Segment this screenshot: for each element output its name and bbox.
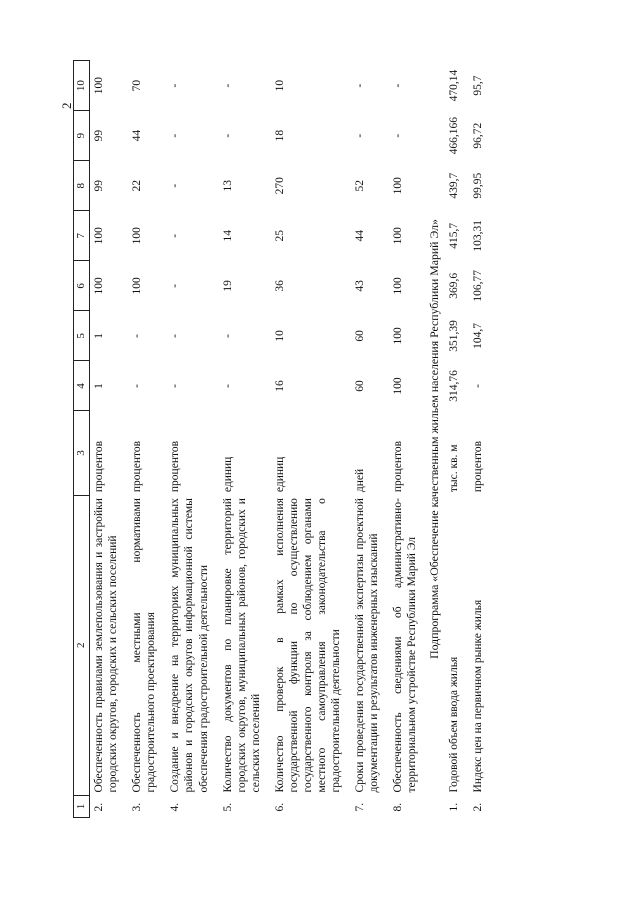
value-cell: 60 bbox=[353, 330, 366, 342]
value-cell: 314,76 bbox=[448, 370, 461, 402]
unit-cell: процентов bbox=[131, 440, 144, 493]
value-cell: - bbox=[169, 333, 182, 338]
value-cell: 43 bbox=[353, 280, 366, 292]
value-cell: 18 bbox=[273, 129, 286, 142]
indicator-name: Обеспеченность местными нормативами градостроительного проектирования bbox=[131, 498, 158, 793]
table-row bbox=[345, 61, 383, 818]
indicator-name: Индекс цен на первичном рынке жилья bbox=[472, 599, 485, 793]
value-cell: 100 bbox=[131, 227, 144, 245]
value-cell: 100 bbox=[93, 227, 106, 245]
value-cell: 100 bbox=[93, 76, 106, 95]
value-cell: - bbox=[169, 283, 182, 288]
value-cell: - bbox=[221, 83, 234, 88]
row-index: 4. bbox=[169, 802, 182, 812]
unit-cell: процентов bbox=[391, 440, 404, 493]
unit-cell: единиц bbox=[273, 456, 286, 493]
value-cell: 100 bbox=[93, 277, 106, 295]
page-number: 2 bbox=[59, 102, 74, 109]
value-cell: 99 bbox=[93, 129, 106, 142]
column-header: 9 bbox=[74, 111, 90, 161]
row-index: 2. bbox=[472, 802, 485, 812]
column-header: 8 bbox=[74, 161, 90, 211]
value-cell: 70 bbox=[131, 79, 144, 92]
row-index: 7. bbox=[353, 802, 366, 812]
value-cell: - bbox=[221, 384, 234, 388]
subprogram-title: Подпрограмма «Обеспечение качественным жильем населения Республики Марий Эл» bbox=[426, 219, 441, 659]
value-cell: 16 bbox=[273, 380, 286, 392]
value-cell: 103,31 bbox=[472, 219, 485, 252]
value-cell: 100 bbox=[391, 377, 404, 395]
unit-cell: тыс. кв. м bbox=[448, 444, 461, 493]
value-cell: 351,39 bbox=[448, 320, 461, 352]
value-cell: - bbox=[391, 133, 404, 138]
value-cell: 100 bbox=[131, 277, 144, 295]
table-row bbox=[265, 61, 345, 818]
value-cell: 415,7 bbox=[448, 222, 461, 249]
value-cell: - bbox=[221, 133, 234, 138]
value-cell: 466,166 bbox=[448, 116, 461, 155]
value-cell: 44 bbox=[131, 129, 144, 142]
value-cell: 369,6 bbox=[448, 272, 461, 299]
value-cell: 106,77 bbox=[472, 270, 485, 302]
value-cell: 439,7 bbox=[448, 172, 461, 199]
subprogram-section bbox=[421, 61, 445, 818]
table-row bbox=[383, 61, 421, 818]
column-header: 3 bbox=[74, 411, 90, 495]
column-header: 4 bbox=[74, 361, 90, 411]
value-cell: 36 bbox=[273, 280, 286, 292]
indicator-name: Сроки проведения государственной экспертизы проектной документации и результатов инженерных изысканий bbox=[353, 498, 380, 793]
value-cell: - bbox=[353, 83, 366, 88]
column-header: 10 bbox=[74, 61, 90, 111]
value-cell: 19 bbox=[221, 280, 234, 292]
indicator-name: Обеспеченность сведениями об административно-территориальном устройстве Республики Марий Эл bbox=[391, 498, 418, 793]
value-cell: - bbox=[391, 83, 404, 88]
row-index: 8. bbox=[391, 802, 404, 812]
value-cell: 1 bbox=[93, 333, 106, 339]
value-cell: - bbox=[353, 133, 366, 138]
value-cell: 96,72 bbox=[472, 122, 485, 149]
value-cell: 100 bbox=[391, 327, 404, 345]
value-cell: 25 bbox=[273, 230, 286, 242]
unit-cell: единиц bbox=[221, 456, 234, 493]
indicators-body bbox=[90, 61, 421, 818]
value-cell: 10 bbox=[273, 79, 286, 92]
indicator-name: Создание и внедрение на территориях муниципальных районов и городских округов информационной системы обеспечения градостроительной деятельности bbox=[169, 498, 210, 793]
table-row bbox=[90, 61, 123, 818]
value-cell: 60 bbox=[353, 380, 366, 392]
column-header: 6 bbox=[74, 261, 90, 311]
unit-cell: процентов bbox=[472, 440, 485, 493]
value-cell: 44 bbox=[353, 230, 366, 242]
indicator-name: Обеспеченность правилами землепользования и застройки городских округов, городских и сельских поселений bbox=[93, 498, 120, 793]
value-cell: - bbox=[169, 233, 182, 238]
value-cell: 99 bbox=[93, 179, 106, 192]
value-cell: 270 bbox=[273, 177, 286, 195]
indicator-name: Количество проверок в рамках исполнения государственной функции по осуществлению государственного контроля за соблюдением органами местного самоуправления законодательства о градостроительной деятельности bbox=[273, 498, 342, 793]
unit-cell: процентов bbox=[169, 440, 182, 493]
table-row bbox=[160, 61, 212, 818]
value-cell: - bbox=[169, 83, 182, 88]
value-cell: 14 bbox=[221, 230, 234, 242]
value-cell: - bbox=[169, 384, 182, 388]
table-row bbox=[463, 61, 487, 818]
value-cell: - bbox=[131, 333, 144, 338]
value-cell: 13 bbox=[221, 179, 234, 192]
value-cell: - bbox=[169, 183, 182, 188]
value-cell: 470,14 bbox=[448, 69, 461, 102]
subprogram-indicators-body bbox=[445, 61, 487, 818]
value-cell: - bbox=[472, 384, 485, 388]
value-cell: 1 bbox=[93, 383, 106, 389]
table-row bbox=[445, 61, 463, 818]
indicator-name: Годовой объем ввода жилья bbox=[448, 656, 461, 793]
subprogram-title-row bbox=[421, 61, 445, 818]
value-cell: 95,7 bbox=[472, 75, 485, 96]
value-cell: 10 bbox=[273, 330, 286, 342]
value-cell: - bbox=[169, 133, 182, 138]
indicator-name: Количество документов по планировке территорий городских округов, муниципальных районов, городских и сельских поселений bbox=[221, 498, 262, 793]
column-number-header-row bbox=[74, 61, 90, 818]
table-row bbox=[213, 61, 265, 818]
row-index: 3. bbox=[131, 802, 144, 812]
unit-cell: дней bbox=[353, 468, 366, 493]
indicators-table bbox=[73, 60, 487, 818]
column-header: 7 bbox=[74, 211, 90, 261]
table-row bbox=[122, 61, 160, 818]
row-index: 5. bbox=[221, 802, 234, 812]
value-cell: 100 bbox=[391, 277, 404, 295]
row-index: 1. bbox=[448, 802, 461, 812]
column-header: 1 bbox=[74, 795, 90, 817]
value-cell: 100 bbox=[391, 227, 404, 245]
row-index: 6. bbox=[273, 802, 286, 812]
value-cell: - bbox=[221, 333, 234, 338]
value-cell: 100 bbox=[391, 177, 404, 195]
column-header: 5 bbox=[74, 311, 90, 361]
value-cell: - bbox=[131, 384, 144, 388]
value-cell: 22 bbox=[131, 179, 144, 192]
value-cell: 99,95 bbox=[472, 172, 485, 199]
row-index: 2. bbox=[93, 802, 106, 812]
unit-cell: процентов bbox=[93, 440, 106, 493]
value-cell: 104,7 bbox=[472, 322, 485, 349]
column-header: 2 bbox=[74, 495, 90, 795]
value-cell: 52 bbox=[353, 179, 366, 192]
